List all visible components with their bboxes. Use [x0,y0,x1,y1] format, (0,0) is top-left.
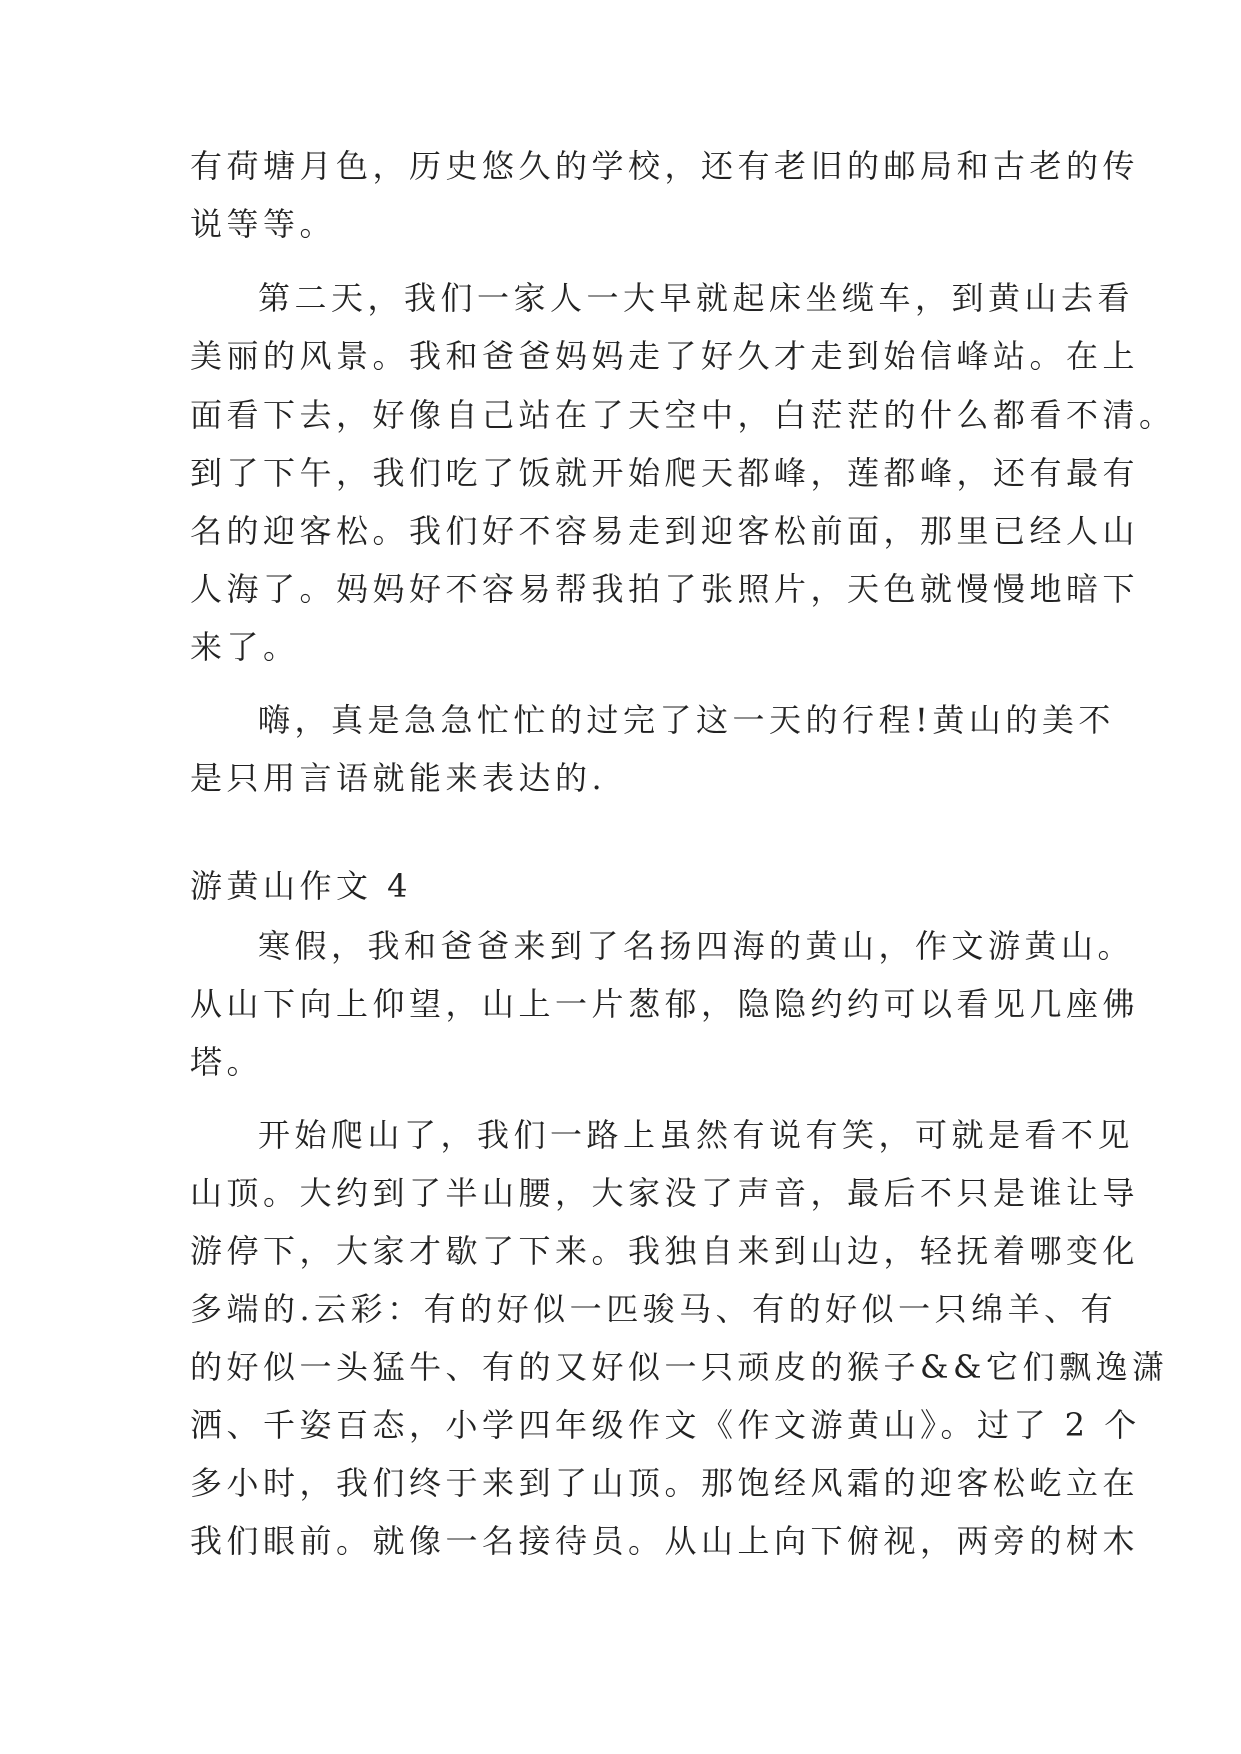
section-heading: 游黄山作文 4 [190,867,413,905]
paragraph-first-line: 第二天，我们一家人一大早就起床坐缆车，到黄山去看 [258,279,1135,317]
text-line: 有荷塘月色，历史悠久的学校，还有老旧的邮局和古老的传 [190,147,1140,185]
text-line: 来了。 [190,628,300,666]
text-line: 多小时，我们终于来到了山顶。那饱经风霜的迎客松屹立在 [190,1464,1140,1502]
paragraph-first-line: 嗨，真是急急忙忙的过完了这一天的行程!黄山的美不 [258,701,1115,739]
text-line: 从山下向上仰望，山上一片葱郁，隐隐约约可以看见几座佛 [190,985,1140,1023]
text-line: 我们眼前。就像一名接待员。从山上向下俯视，两旁的树木 [190,1522,1140,1560]
text-line: 是只用言语就能来表达的. [190,759,607,797]
text-line: 人海了。妈妈好不容易帮我拍了张照片，天色就慢慢地暗下 [190,570,1140,608]
paragraph-first-line: 开始爬山了，我们一路上虽然有说有笑，可就是看不见 [258,1116,1135,1154]
text-line: 多端的.云彩：有的好似一匹骏马、有的好似一只绵羊、有 [190,1290,1118,1328]
text-line: 山顶。大约到了半山腰，大家没了声音，最后不只是谁让导 [190,1174,1140,1212]
text-line: 说等等。 [190,205,337,243]
text-line: 游停下，大家才歇了下来。我独自来到山边，轻抚着哪变化 [190,1232,1140,1270]
text-line: 到了下午，我们吃了饭就开始爬天都峰，莲都峰，还有最有 [190,454,1140,492]
text-line: 美丽的风景。我和爸爸妈妈走了好久才走到始信峰站。在上 [190,337,1140,375]
text-line: 面看下去，好像自己站在了天空中，白茫茫的什么都看不清。 [190,396,1176,434]
paragraph-first-line: 寒假，我和爸爸来到了名扬四海的黄山，作文游黄山。 [258,927,1135,965]
text-line: 塔。 [190,1043,264,1081]
text-line: 名的迎客松。我们好不容易走到迎客松前面，那里已经人山 [190,512,1140,550]
text-line: 洒、千姿百态，小学四年级作文《作文游黄山》。过了 2 个 [190,1406,1141,1444]
text-line: 的好似一头猛牛、有的又好似一只顽皮的猴子&&它们飘逸潇 [190,1348,1169,1386]
